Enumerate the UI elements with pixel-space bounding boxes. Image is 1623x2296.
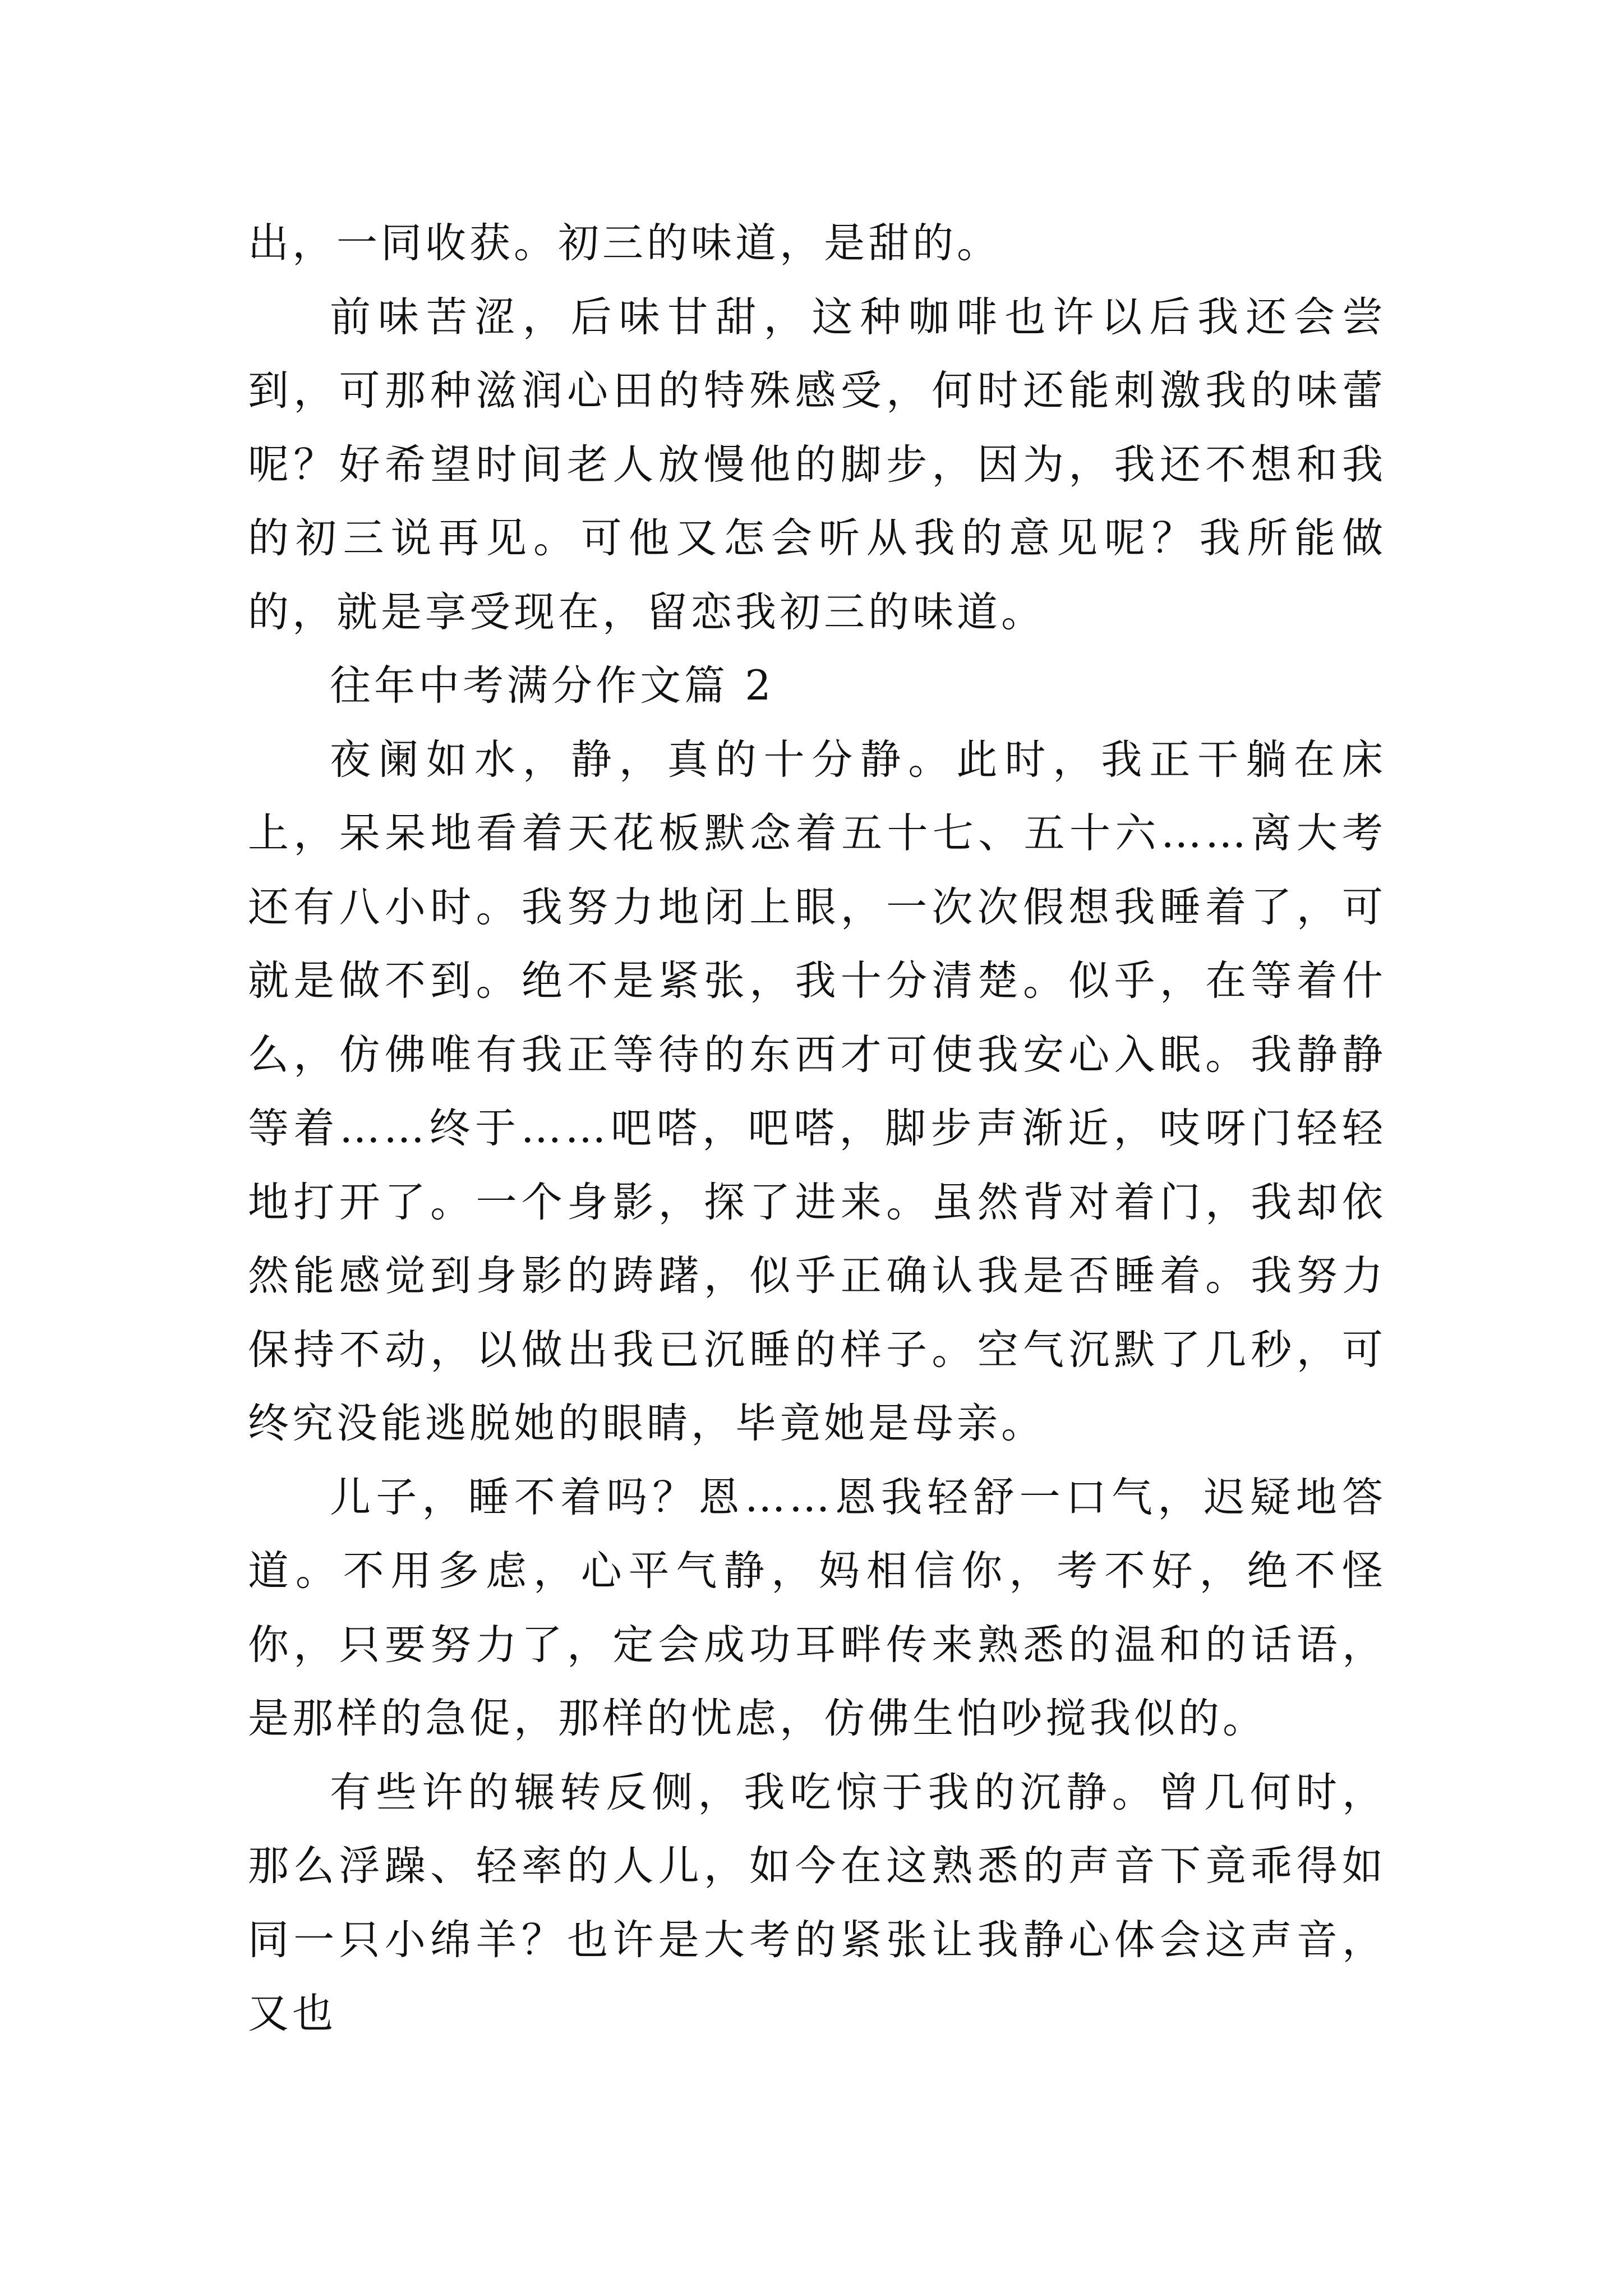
document-body bbox=[248, 206, 1386, 2051]
paragraph-2: 前味苦涩，后味甘甜，这种咖啡也许以后我还会尝到，可那种滋润心田的特殊感受，何时还能刺激我的味蕾呢？好希望时间老人放慢他的脚步，因为，我还不想和我的初三说再见。可他又怎会听从我的意见呢？我所能做的，就是享受现在，留恋我初三的味道。 bbox=[248, 293, 1386, 636]
paragraph-3: 夜阑如水，静，真的十分静。此时，我正干躺在床上，呆呆地看着天花板默念着五十七、五十六……离大考还有八小时。我努力地闭上眼，一次次假想我睡着了，可就是做不到。绝不是紧张，我十分清楚。似乎，在等着什么，仿佛唯有我正等待的东西才可使我安心入眠。我静静等着……终于……吧嗒，吧嗒，脚步声渐近，吱呀门轻轻地打开了。一个身影，探了进来。虽然背对着门，我却依然能感觉到身影的踌躇，似乎正确认我是否睡着。我努力保持不动，以做出我已沉睡的样子。空气沉默了几秒，可终究没能逃脱她的眼睛，毕竟她是母亲。 bbox=[248, 735, 1386, 1447]
paragraph-5: 有些许的辗转反侧，我吃惊于我的沉静。曾几何时，那么浮躁、轻率的人儿，如今在这熟悉的声音下竟乖得如同一只小绵羊？也许是大考的紧张让我静心体会这声音，又也 bbox=[248, 1768, 1386, 2037]
paragraph-1: 出，一同收获。初三的味道，是甜的。 bbox=[248, 219, 1001, 267]
section-heading: 往年中考满分作文篇 2 bbox=[330, 662, 774, 710]
paragraph-4: 儿子，睡不着吗？恩……恩我轻舒一口气，迟疑地答道。不用多虑，心平气静，妈相信你，考不好，绝不怪你，只要努力了，定会成功耳畔传来熟悉的温和的话语，是那样的急促，那样的忧虑，仿佛生怕吵搅我似的。 bbox=[248, 1473, 1386, 1742]
